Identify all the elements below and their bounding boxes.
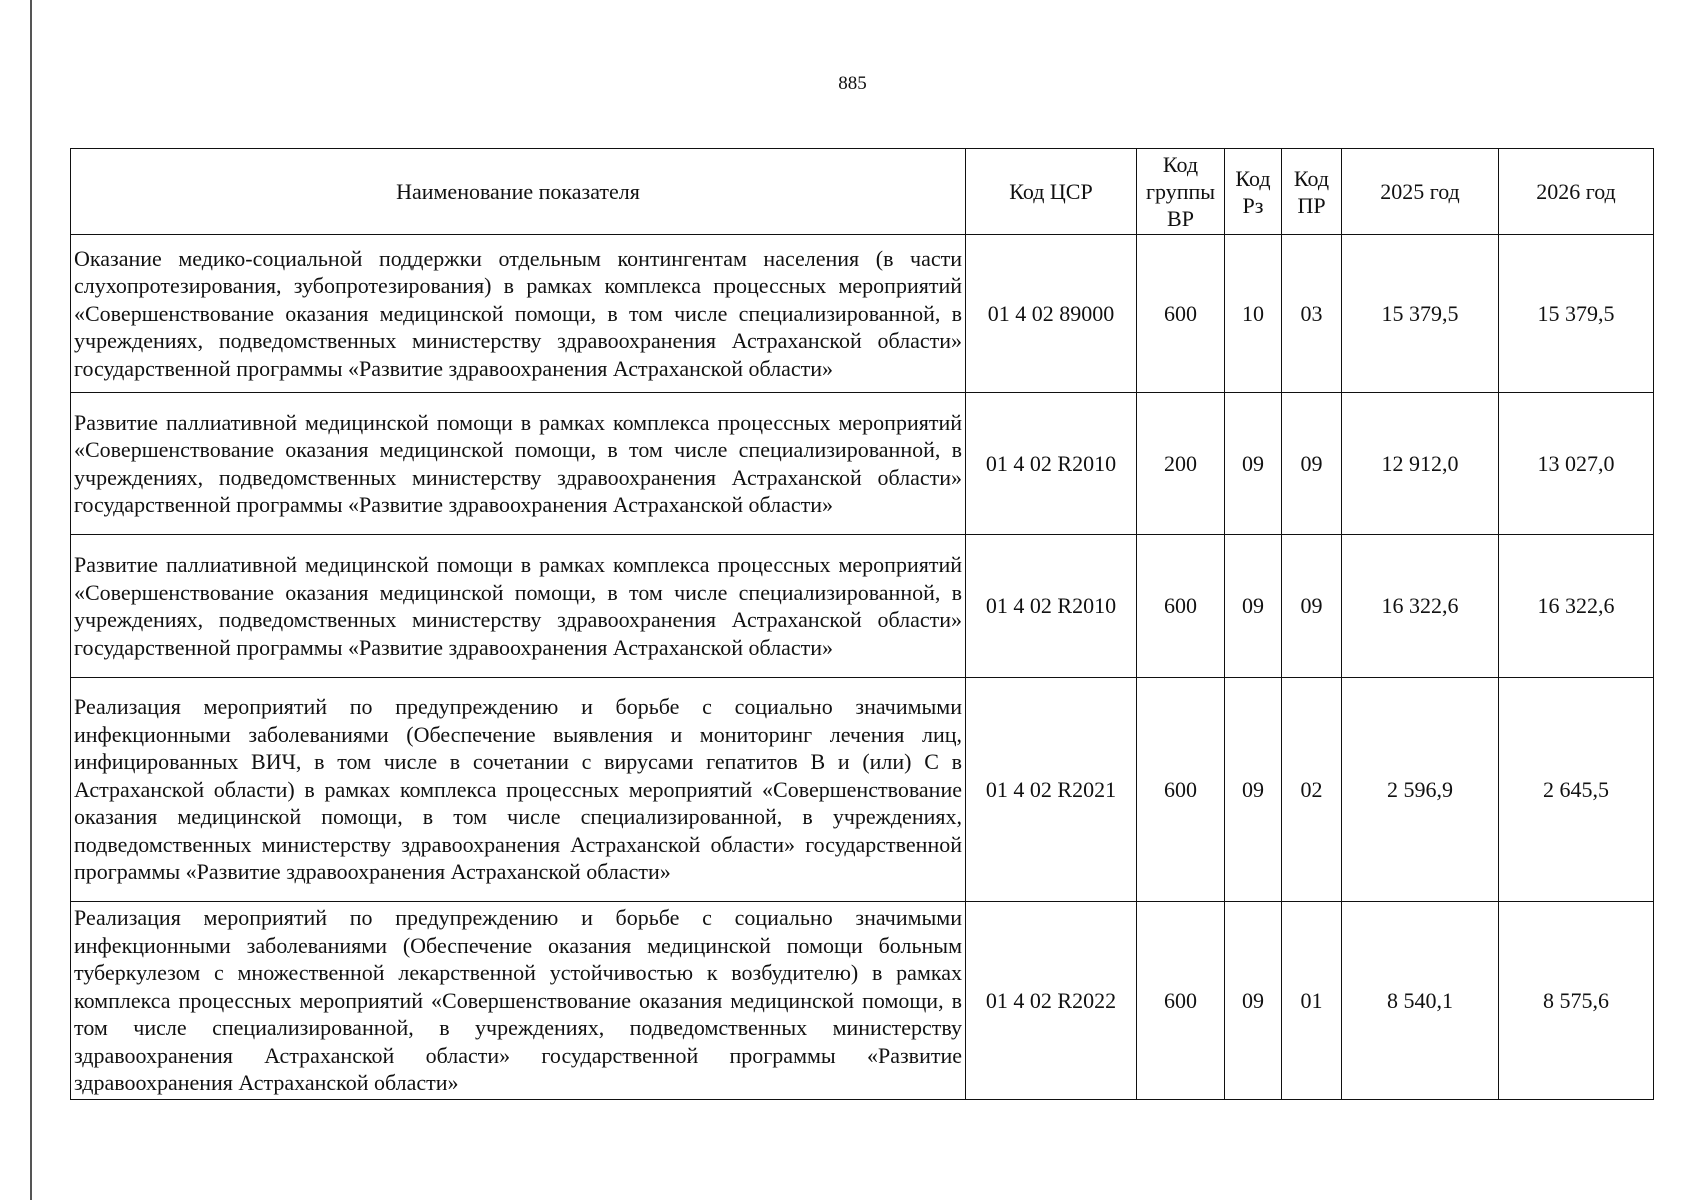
header-pr-code: Код ПР [1282, 149, 1342, 235]
table-row [71, 393, 1654, 535]
row-vr-code: 600 [1137, 678, 1225, 902]
header-year-2025: 2025 год [1342, 149, 1499, 235]
row-amount-2026: 8 575,6 [1499, 902, 1654, 1100]
row-amount-2025: 12 912,0 [1342, 393, 1499, 535]
table-body [71, 235, 1654, 1100]
row-pr-code: 03 [1282, 235, 1342, 393]
header-row [71, 149, 1654, 235]
row-pr-code: 09 [1282, 393, 1342, 535]
row-amount-2026: 2 645,5 [1499, 678, 1654, 902]
row-amount-2025: 8 540,1 [1342, 902, 1499, 1100]
row-amount-2026: 16 322,6 [1499, 535, 1654, 678]
row-vr-code: 600 [1137, 535, 1225, 678]
row-name: Реализация мероприятий по предупреждению и борьбе с социально значимыми инфекционными заболеваниями (Обеспечение оказания медицинской помощи больным туберкулезом с множественной лекарственной устойчивостью к возбудителю) в рамках комплекса процессных мероприятий «Совершенствование оказания медицинской помощи, в том числе специализированной, в учреждениях, подведомственных министерству здравоохранения Астраханской области» государственной программы «Развитие здравоохранения Астраханской области» [71, 902, 966, 1100]
row-rz-code: 09 [1225, 393, 1282, 535]
row-amount-2025: 16 322,6 [1342, 535, 1499, 678]
row-name: Развитие паллиативной медицинской помощи в рамках комплекса процессных мероприятий «Совершенствование оказания медицинской помощи, в том числе специализированной, в учреждениях, подведомственных министерству здравоохранения Астраханской области» государственной программы «Развитие здравоохранения Астраханской области» [71, 535, 966, 678]
page-number: 885 [838, 73, 867, 94]
row-rz-code: 09 [1225, 535, 1282, 678]
row-rz-code: 09 [1225, 678, 1282, 902]
row-amount-2026: 13 027,0 [1499, 393, 1654, 535]
row-amount-2026: 15 379,5 [1499, 235, 1654, 393]
row-vr-code: 600 [1137, 902, 1225, 1100]
row-pr-code: 01 [1282, 902, 1342, 1100]
table-row [71, 235, 1654, 393]
row-pr-code: 09 [1282, 535, 1342, 678]
header-vr-group-code: Код группы ВР [1137, 149, 1225, 235]
row-csr-code: 01 4 02 R2021 [966, 678, 1137, 902]
row-amount-2025: 2 596,9 [1342, 678, 1499, 902]
header-year-2026: 2026 год [1499, 149, 1654, 235]
table-row [71, 535, 1654, 678]
row-csr-code: 01 4 02 R2022 [966, 902, 1137, 1100]
row-csr-code: 01 4 02 R2010 [966, 393, 1137, 535]
row-vr-code: 200 [1137, 393, 1225, 535]
header-rz-code: Код Рз [1225, 149, 1282, 235]
table-header [71, 149, 1654, 235]
row-amount-2025: 15 379,5 [1342, 235, 1499, 393]
row-name: Реализация мероприятий по предупреждению и борьбе с социально значимыми инфекционными заболеваниями (Обеспечение выявления и мониторинг лечения лиц, инфицированных ВИЧ, в том числе в сочетании с вирусами гепатитов B и (или) C в Астраханской области) в рамках комплекса процессных мероприятий «Совершенствование оказания медицинской помощи, в том числе специализированной, в учреждениях, подведомственных министерству здравоохранения Астраханской области» государственной программы «Развитие здравоохранения Астраханской области» [71, 678, 966, 902]
table-row [71, 678, 1654, 902]
row-rz-code: 10 [1225, 235, 1282, 393]
row-name: Развитие паллиативной медицинской помощи в рамках комплекса процессных мероприятий «Совершенствование оказания медицинской помощи, в том числе специализированной, в учреждениях, подведомственных министерству здравоохранения Астраханской области» государственной программы «Развитие здравоохранения Астраханской области» [71, 393, 966, 535]
row-name: Оказание медико-социальной поддержки отдельным контингентам населения (в части слухопротезирования, зубопротезирования) в рамках комплекса процессных мероприятий «Совершенствование оказания медицинской помощи, в том числе специализированной, в учреждениях, подведомственных министерству здравоохранения Астраханской области» государственной программы «Развитие здравоохранения Астраханской области» [71, 235, 966, 393]
table-row [71, 902, 1654, 1100]
row-vr-code: 600 [1137, 235, 1225, 393]
header-csr-code: Код ЦСР [966, 149, 1137, 235]
row-rz-code: 09 [1225, 902, 1282, 1100]
header-name: Наименование показателя [71, 149, 966, 235]
row-pr-code: 02 [1282, 678, 1342, 902]
row-csr-code: 01 4 02 89000 [966, 235, 1137, 393]
budget-table [70, 148, 1654, 1100]
row-csr-code: 01 4 02 R2010 [966, 535, 1137, 678]
binding-margin-line [30, 0, 32, 1200]
